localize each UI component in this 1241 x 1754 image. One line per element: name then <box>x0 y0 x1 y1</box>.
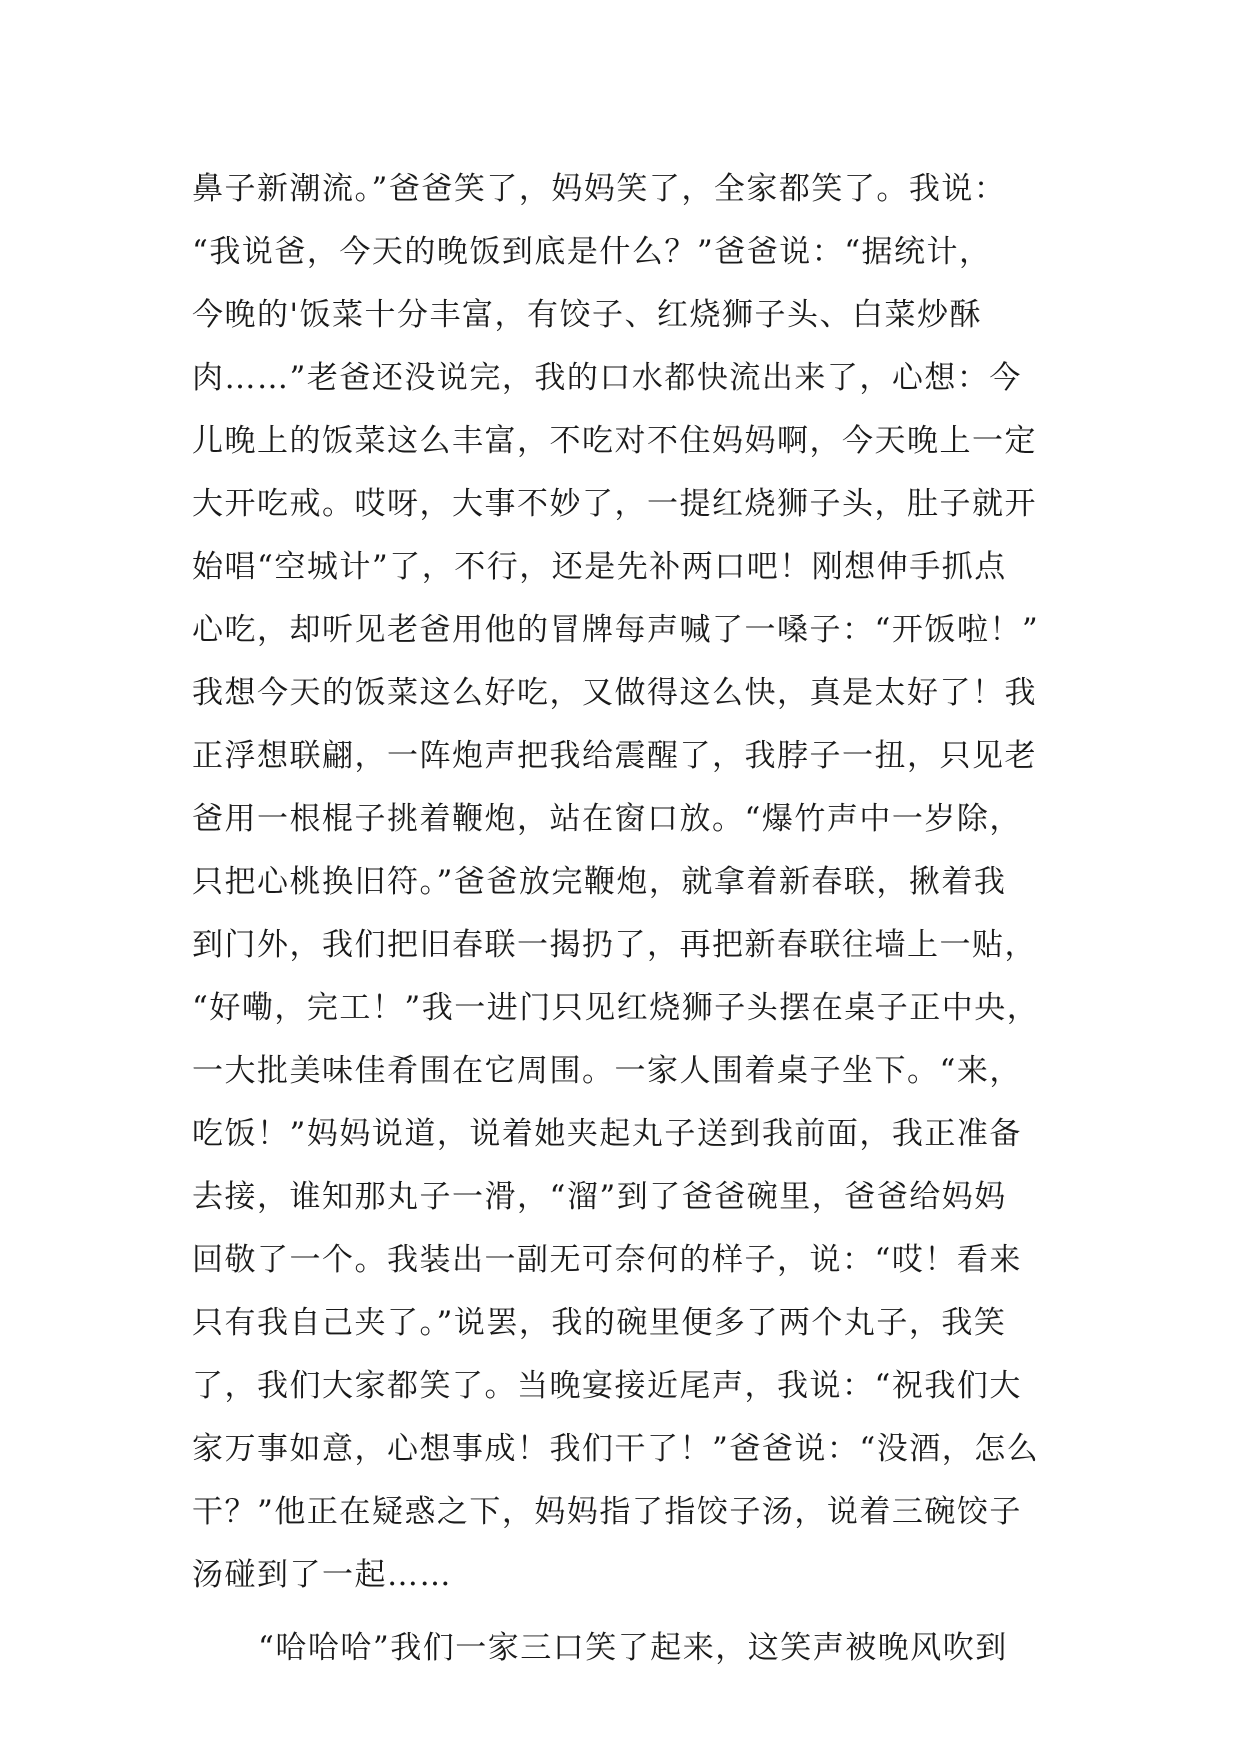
text-line: 只把心桃换旧符。”爸爸放完鞭炮，就拿着新春联，揪着我 <box>192 864 1007 900</box>
text-line: 了，我们大家都笑了。当晚宴接近尾声，我说：“祝我们大 <box>192 1368 1022 1404</box>
text-line: 汤碰到了一起…… <box>192 1557 452 1593</box>
text-line: 儿晚上的饭菜这么丰富，不吃对不住妈妈啊，今天晚上一定 <box>192 423 1037 459</box>
text-line: 干？”他正在疑惑之下，妈妈指了指饺子汤，说着三碗饺子 <box>192 1494 1022 1530</box>
text-line: 家万事如意，心想事成！我们干了！”爸爸说：“没酒，怎么 <box>192 1431 1040 1467</box>
text-line: “好嘞，完工！”我一进门只见红烧狮子头摆在桌子正中央， <box>192 990 1040 1026</box>
text-line: 去接，谁知那丸子一滑，“溜”到了爸爸碗里，爸爸给妈妈 <box>192 1179 1007 1215</box>
text-line: 我想今天的饭菜这么好吃，又做得这么快，真是太好了！我 <box>192 675 1037 711</box>
text-line: 一大批美味佳肴围在它周围。一家人围着桌子坐下。“来， <box>192 1053 1022 1089</box>
paragraph-2 <box>192 1617 1072 1680</box>
text-line: 正浮想联翩，一阵炮声把我给震醒了，我脖子一扭，只见老 <box>192 738 1037 774</box>
text-line: 心吃，却听见老爸用他的冒牌每声喊了一嗓子：“开饭啦！” <box>192 612 1040 648</box>
text-line: “哈哈哈”我们一家三口笑了起来，这笑声被晚风吹到 <box>258 1630 1008 1666</box>
essay-body <box>192 158 1072 1680</box>
paragraph-gap <box>192 1607 1072 1617</box>
paragraph-1 <box>192 158 1072 1607</box>
text-line: 大开吃戒。哎呀，大事不妙了，一提红烧狮子头，肚子就开 <box>192 486 1037 522</box>
text-line: 到门外，我们把旧春联一揭扔了，再把新春联往墙上一贴， <box>192 927 1037 963</box>
text-line: 始唱“空城计”了，不行，还是先补两口吧！刚想伸手抓点 <box>192 549 1007 585</box>
text-line: 只有我自己夹了。”说罢，我的碗里便多了两个丸子，我笑 <box>192 1305 1007 1341</box>
text-line: 今晚的'饭菜十分丰富，有饺子、红烧狮子头、白菜炒酥 <box>192 297 983 333</box>
text-line: 肉……”老爸还没说完，我的口水都快流出来了，心想：今 <box>192 360 1022 396</box>
text-line: 鼻子新潮流。”爸爸笑了，妈妈笑了，全家都笑了。我说： <box>192 171 1007 207</box>
text-line: “我说爸，今天的晚饭到底是什么？”爸爸说：“据统计， <box>192 234 992 270</box>
text-line: 爸用一根棍子挑着鞭炮，站在窗口放。“爆竹声中一岁除， <box>192 801 1022 837</box>
text-line: 回敬了一个。我装出一副无可奈何的样子，说：“哎！看来 <box>192 1242 1022 1278</box>
text-line: 吃饭！”妈妈说道，说着她夹起丸子送到我前面，我正准备 <box>192 1116 1022 1152</box>
